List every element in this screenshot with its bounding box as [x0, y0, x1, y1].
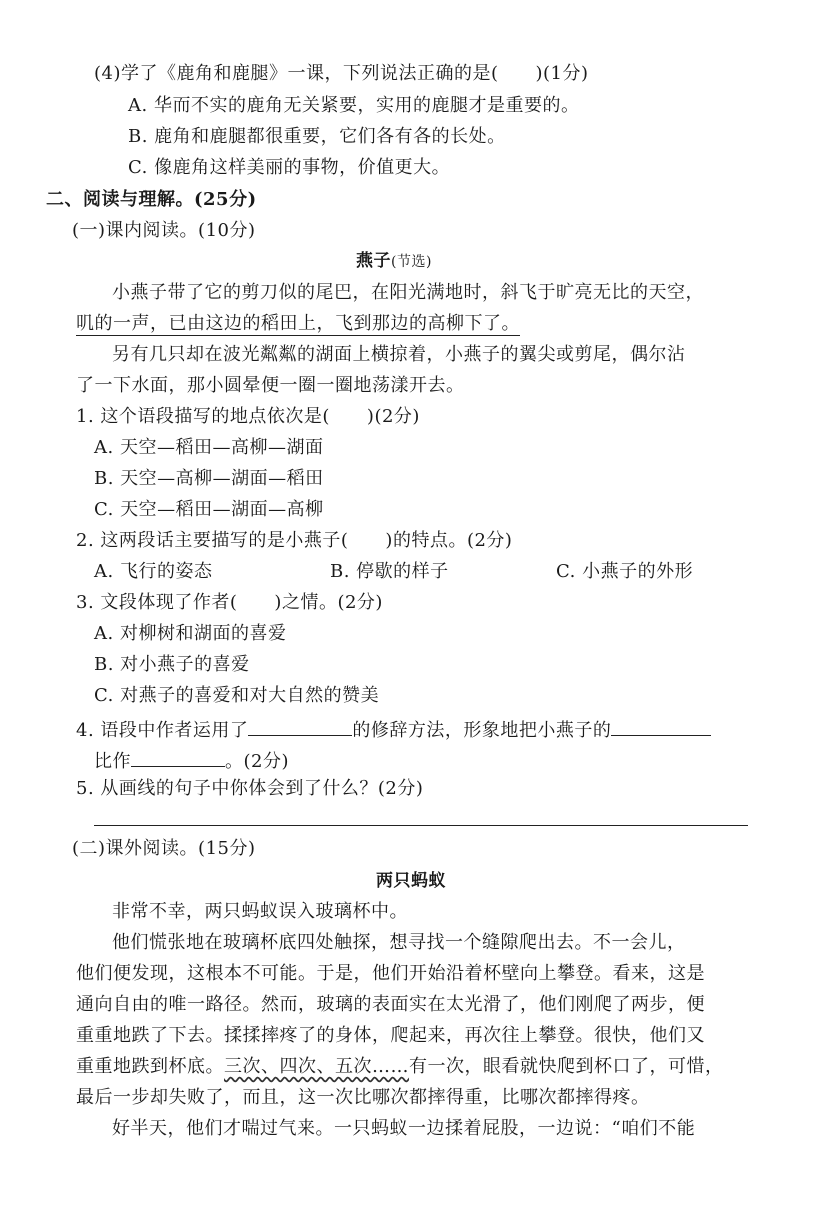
question-2-option-b: B. 停歇的样子	[330, 561, 449, 582]
question-2-stem: 2. 这两段话主要描写的是小燕子( )的特点。(2分)	[76, 530, 513, 551]
underlined-sentence: 叽的一声，已由这边的稻田上，飞到那边的高柳下了。	[76, 313, 520, 334]
question-4-text-1: 4. 语段中作者运用了	[76, 720, 249, 741]
question-2-option-a: A. 飞行的姿态	[94, 561, 213, 582]
question-1-option-c: C. 天空—稻田—湖面—高柳	[94, 499, 324, 520]
passage-1-line-2	[76, 312, 520, 336]
part-2-heading: (二)课外阅读。(15分)	[72, 838, 256, 859]
passage-2-line-3: 他们便发现，这根本不可能。于是，他们开始沿着杯壁向上攀登。看来，这是	[76, 963, 705, 984]
question-4-blank-3[interactable]	[131, 746, 225, 767]
question-4-option-b: B. 鹿角和鹿腿都很重要，它们各有各的长处。	[128, 126, 506, 147]
question-3-option-b: B. 对小燕子的喜爱	[94, 654, 250, 675]
question-1-stem: 1. 这个语段描写的地点依次是( )(2分)	[76, 406, 420, 427]
question-4-stem: (4)学了《鹿角和鹿腿》一课，下列说法正确的是( )(1分)	[94, 63, 589, 84]
passage-2-line-6-end: 有一次，眼看就快爬到杯口了，可惜，	[409, 1056, 724, 1077]
section-2-heading: 二、阅读与理解。(25分)	[46, 189, 257, 210]
question-5-stem: 5. 从画线的句子中你体会到了什么？(2分)	[76, 778, 424, 799]
passage-1-title-text: 燕子	[356, 251, 391, 271]
question-4-text-3: 比作	[94, 751, 131, 772]
question-4-option-a: A. 华而不实的鹿角无关紧要，实用的鹿腿才是重要的。	[128, 95, 580, 116]
question-5-answer-line[interactable]	[94, 825, 748, 826]
question-4-text-4: 。(2分)	[225, 751, 289, 772]
question-4-line-2	[94, 746, 289, 774]
passage-2-line-7: 最后一步却失败了，而且，这一次比哪次都摔得重，比哪次都摔得疼。	[76, 1087, 650, 1108]
passage-2-line-5: 重重地跌了下去。揉揉摔疼了的身体，爬起来，再次往上攀登。很快，他们又	[76, 1025, 705, 1046]
part-1-heading: (一)课内阅读。(10分)	[72, 220, 256, 241]
passage-1-title	[356, 249, 432, 274]
question-4-line-1	[76, 715, 711, 743]
wavy-underlined-phrase: 三次、四次、五次……	[224, 1056, 409, 1077]
question-3-option-a: A. 对柳树和湖面的喜爱	[94, 623, 287, 644]
question-1-option-b: B. 天空—高柳—湖面—稻田	[94, 468, 324, 489]
passage-1-line-3: 另有几只却在波光粼粼的湖面上横掠着，小燕子的翼尖或剪尾，偶尔沾	[112, 344, 686, 365]
passage-1-title-note: (节选)	[391, 254, 432, 270]
question-4-option-c: C. 像鹿角这样美丽的事物，价值更大。	[128, 157, 451, 178]
question-2-option-c: C. 小燕子的外形	[556, 561, 694, 582]
passage-2-line-6	[76, 1055, 724, 1079]
passage-2-title: 两只蚂蚁	[376, 871, 446, 891]
question-4-blank-2[interactable]	[611, 715, 711, 736]
passage-2-line-6-start: 重重地跌到杯底。	[76, 1056, 224, 1077]
passage-2-line-4: 通向自由的唯一路径。然而，玻璃的表面实在太光滑了，他们刚爬了两步，便	[76, 994, 705, 1015]
question-3-option-c: C. 对燕子的喜爱和对大自然的赞美	[94, 685, 380, 706]
passage-1-line-4: 了一下水面，那小圆晕便一圈一圈地荡漾开去。	[76, 375, 465, 396]
passage-2-line-2: 他们慌张地在玻璃杯底四处触探，想寻找一个缝隙爬出去。不一会儿，	[112, 932, 686, 953]
question-3-stem: 3. 文段体现了作者( )之情。(2分)	[76, 592, 383, 613]
passage-2-line-1: 非常不幸，两只蚂蚁误入玻璃杯中。	[112, 901, 408, 922]
question-4-blank-1[interactable]	[248, 715, 352, 736]
passage-2-line-8: 好半天，他们才喘过气来。一只蚂蚁一边揉着屁股，一边说：“咱们不能	[112, 1118, 696, 1139]
question-4-text-2: 的修辞方法，形象地把小燕子的	[352, 720, 612, 741]
passage-1-line-1: 小燕子带了它的剪刀似的尾巴，在阳光满地时，斜飞于旷亮无比的天空，	[112, 282, 704, 303]
question-1-option-a: A. 天空—稻田—高柳—湖面	[94, 437, 324, 458]
